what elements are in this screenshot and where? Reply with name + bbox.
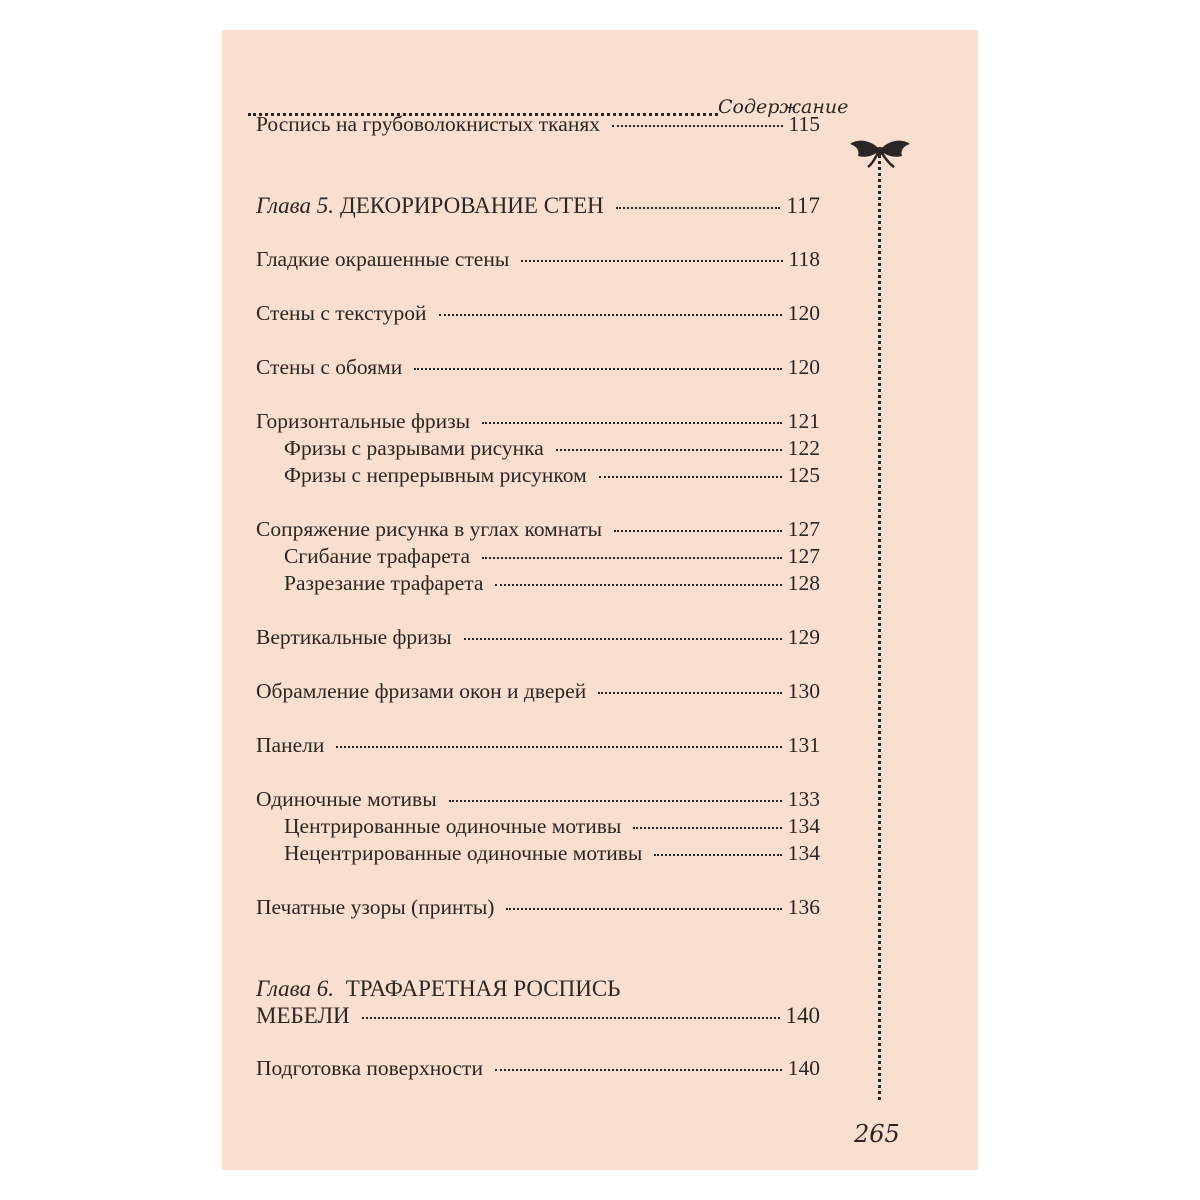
dot-leader — [414, 368, 781, 370]
toc-entry-page: 118 — [788, 247, 820, 271]
toc-entry-page: 128 — [787, 571, 820, 595]
toc-entry-page: 125 — [787, 463, 820, 487]
toc-entry-page: 129 — [787, 625, 820, 649]
dot-leader — [616, 207, 781, 209]
dot-leader — [521, 260, 782, 262]
toc-subentry[interactable] — [284, 573, 820, 595]
toc-entry[interactable] — [256, 681, 820, 703]
dot-leader — [633, 827, 781, 829]
toc-entry-page: 120 — [787, 355, 820, 379]
toc-entry-title: Роспись на грубоволокнистых тканях — [256, 112, 600, 136]
toc-entry-title: Нецентрированные одиночные мотивы — [284, 841, 643, 865]
toc-entry[interactable] — [256, 114, 820, 136]
dot-leader — [506, 908, 781, 910]
toc-entry-page: 127 — [787, 517, 820, 541]
toc-entry-title: Вертикальные фризы — [256, 625, 452, 649]
toc-entry-title: Фризы с разрывами рисунка — [284, 436, 544, 460]
toc-entry-page: 121 — [787, 409, 820, 433]
toc-entry-page: 136 — [787, 895, 820, 919]
chapter-number: Глава 6. — [256, 976, 334, 1001]
toc-entry[interactable] — [256, 519, 820, 541]
vertical-dotted-rule — [878, 150, 881, 1100]
toc-entry-page: 140 — [787, 1056, 820, 1080]
chapter-number: Глава 5. — [256, 193, 334, 218]
toc-entry-title: Сгибание трафарета — [284, 544, 470, 568]
toc-entry-title: Стены с текстурой — [256, 301, 427, 325]
dot-leader — [614, 530, 782, 532]
toc-entry-title: Сопряжение рисунка в углах комнаты — [256, 517, 603, 541]
toc-entry-page: 131 — [787, 733, 820, 757]
dot-leader — [482, 422, 782, 424]
dot-leader — [599, 476, 782, 478]
toc-chapter-entry[interactable] — [256, 194, 820, 217]
page-number: 265 — [854, 1120, 900, 1148]
toc-entry-page: 140 — [785, 1003, 820, 1028]
toc-subentry[interactable] — [284, 816, 820, 838]
toc-subentry[interactable] — [284, 843, 820, 865]
toc-entry-page: 115 — [788, 112, 820, 136]
toc-entry-title: Центрированные одиночные мотивы — [284, 814, 622, 838]
toc-entry-title: Подготовка поверхности — [256, 1056, 483, 1080]
chapter-title: ДЕКОРИРОВАНИЕ СТЕН — [340, 193, 604, 218]
toc-entry-title: Фризы с непрерывным рисунком — [284, 463, 587, 487]
toc-entry[interactable] — [256, 411, 820, 433]
toc-entry-title: Печатные узоры (принты) — [256, 895, 495, 919]
dot-leader — [336, 746, 781, 748]
toc-entry-title: Панели — [256, 733, 325, 757]
toc-entry[interactable] — [256, 897, 820, 919]
book-page — [222, 30, 978, 1170]
dot-leader — [464, 638, 782, 640]
toc-entry-title: Гладкие окрашенные стены — [256, 247, 510, 271]
dot-leader — [495, 1069, 782, 1071]
dot-leader — [362, 1017, 780, 1019]
toc-entry-title: Одиночные мотивы — [256, 787, 437, 811]
toc-entry[interactable] — [256, 303, 820, 325]
dot-leader — [654, 854, 781, 856]
toc-entry-title: Стены с обоями — [256, 355, 403, 379]
toc-entry[interactable] — [256, 357, 820, 379]
toc-entry-title: Горизонтальные фризы — [256, 409, 471, 433]
chapter-title-line1: ТРАФАРЕТНАЯ РОСПИСЬ — [345, 976, 621, 1001]
chapter-title-line2: МЕБЕЛИ — [256, 1003, 350, 1028]
toc-entry-page: 134 — [787, 814, 820, 838]
toc-entry[interactable] — [256, 1058, 820, 1080]
toc-entry-page: 130 — [787, 679, 820, 703]
dot-leader — [598, 692, 782, 694]
toc-subentry[interactable] — [284, 438, 820, 460]
toc-chapter-entry[interactable] — [256, 1004, 820, 1027]
toc-entry-page: 120 — [787, 301, 820, 325]
toc-entry-title: Обрамление фризами окон и дверей — [256, 679, 587, 703]
toc-entry[interactable] — [256, 735, 820, 757]
toc-entry[interactable] — [256, 249, 820, 271]
toc-chapter-heading[interactable] — [256, 977, 620, 1000]
toc-entry[interactable] — [256, 627, 820, 649]
dot-leader — [482, 557, 782, 559]
toc-entry-page: 122 — [787, 436, 820, 460]
dot-leader — [612, 125, 783, 127]
dot-leader — [449, 800, 782, 802]
toc-entry-page: 133 — [787, 787, 820, 811]
toc-entry-page: 127 — [787, 544, 820, 568]
toc-subentry[interactable] — [284, 546, 820, 568]
toc-entry-page: 134 — [787, 841, 820, 865]
dot-leader — [495, 584, 781, 586]
dot-leader — [556, 449, 782, 451]
toc-entry[interactable] — [256, 789, 820, 811]
toc-subentry[interactable] — [284, 465, 820, 487]
toc-entry-title: Разрезание трафарета — [284, 571, 484, 595]
dot-leader — [439, 314, 782, 316]
toc-entry-page: 117 — [786, 193, 820, 218]
running-title: Содержание — [718, 96, 849, 118]
